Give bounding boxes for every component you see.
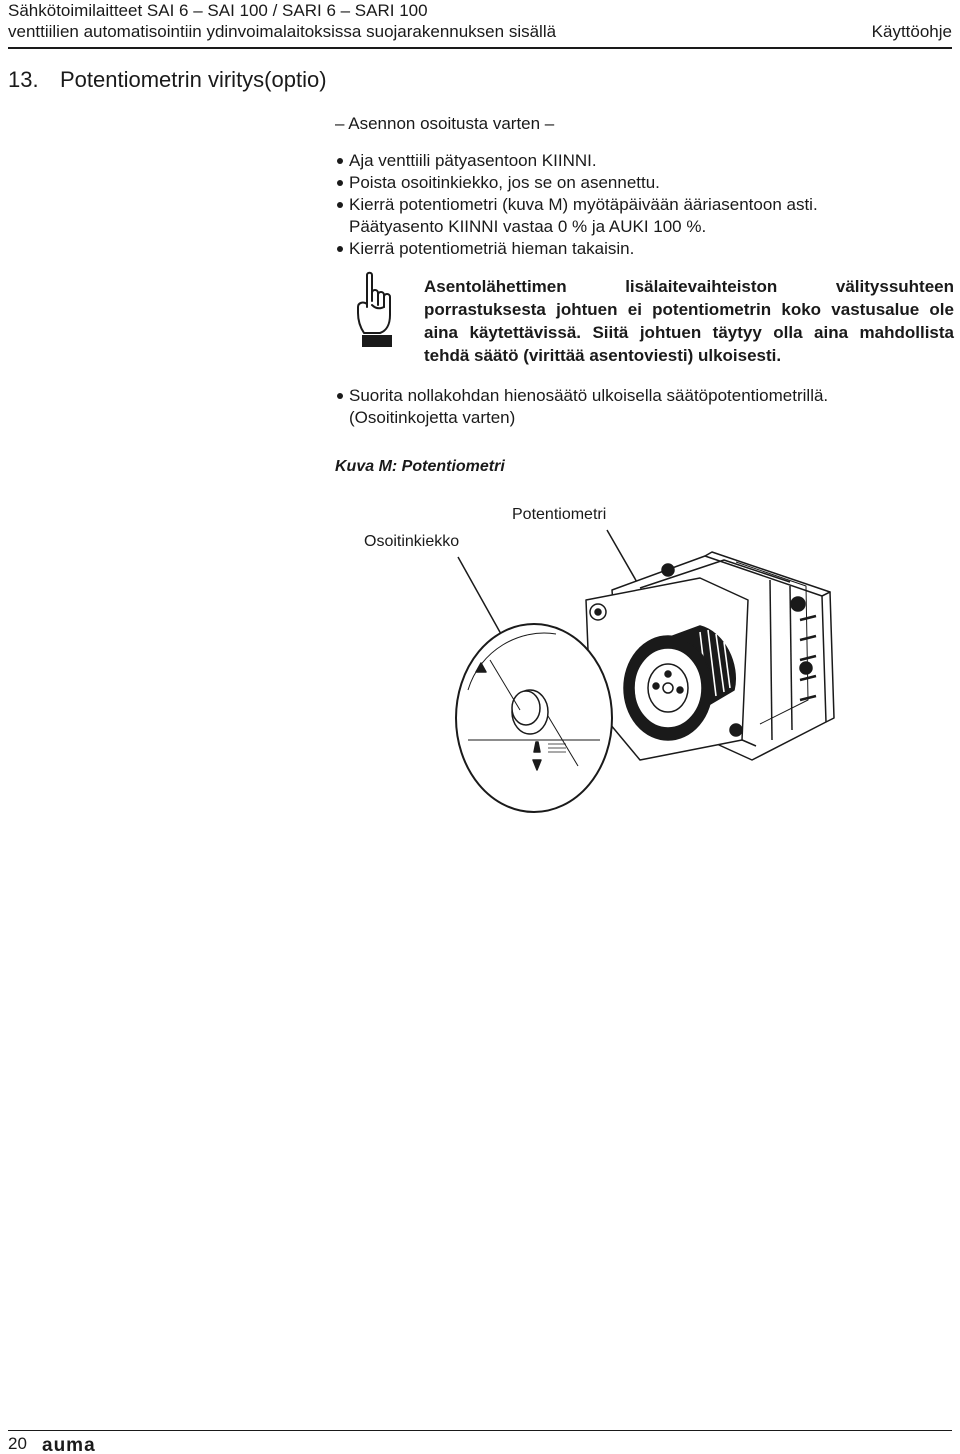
step-item: Kierrä potentiometriä hieman takaisin. bbox=[335, 238, 955, 260]
header-doc-type: Käyttöohje bbox=[871, 22, 952, 41]
section-number: 13. bbox=[8, 67, 39, 92]
figure-caption: Kuva M: Potentiometri bbox=[335, 458, 505, 475]
subheading: – Asennon osoitusta varten – bbox=[335, 114, 555, 133]
step-item bbox=[335, 194, 955, 238]
header-title-line1: Sähkötoimilaitteet SAI 6 – SAI 100 / SARI 6 – SARI 100 bbox=[8, 1, 428, 20]
page-number: 20 bbox=[8, 1434, 27, 1453]
step-item: Aja venttiili pätyasentoon KIINNI. bbox=[335, 150, 955, 172]
header-title-line2: venttiilien automatisointiin ydinvoimalaitoksissa suojarakennuksen sisällä bbox=[8, 22, 557, 41]
auma-logo bbox=[42, 1436, 134, 1452]
note-text: Asentolähettimen lisälaitevaihteiston välityssuhteen porrastuksesta johtuen ei potentiometrin koko vastusalue ole aina käytettävissä. Siitä johtuen täytyy olla aina mahdollista tehdä säätö (virittää asentoviesti) ulkoisesti. bbox=[424, 277, 954, 365]
step-list bbox=[335, 150, 955, 260]
header-divider bbox=[8, 47, 952, 49]
label-potentiometer: Potentiometri bbox=[512, 506, 607, 523]
section-title bbox=[8, 66, 327, 94]
step-note: Päätyasento KIINNI vastaa 0 % ja AUKI 100 %. bbox=[349, 217, 707, 236]
gear-wheel bbox=[624, 636, 712, 740]
potentiometer-illustration bbox=[440, 520, 840, 820]
svg-text:auma: auma bbox=[42, 1436, 96, 1452]
page-header bbox=[8, 0, 952, 42]
pointing-hand-icon bbox=[350, 271, 398, 349]
step-note: (Osoitinkojetta varten) bbox=[349, 408, 516, 427]
indicator-disc bbox=[456, 624, 612, 812]
section-heading: Potentiometrin viritys(optio) bbox=[60, 67, 327, 92]
label-indicator-disc: Osoitinkiekko bbox=[364, 533, 460, 550]
step-item: Poista osoitinkiekko, jos se on asennettu. bbox=[335, 172, 955, 194]
step-text: Kierrä potentiometri (kuva M) myötäpäivään ääriasentoon asti. bbox=[349, 195, 818, 214]
step-item bbox=[335, 385, 955, 429]
step-list-2 bbox=[335, 385, 955, 429]
footer-divider bbox=[8, 1430, 952, 1431]
step-text: Suorita nollakohdan hienosäätö ulkoisella säätöpotentiometrillä. bbox=[349, 386, 829, 405]
